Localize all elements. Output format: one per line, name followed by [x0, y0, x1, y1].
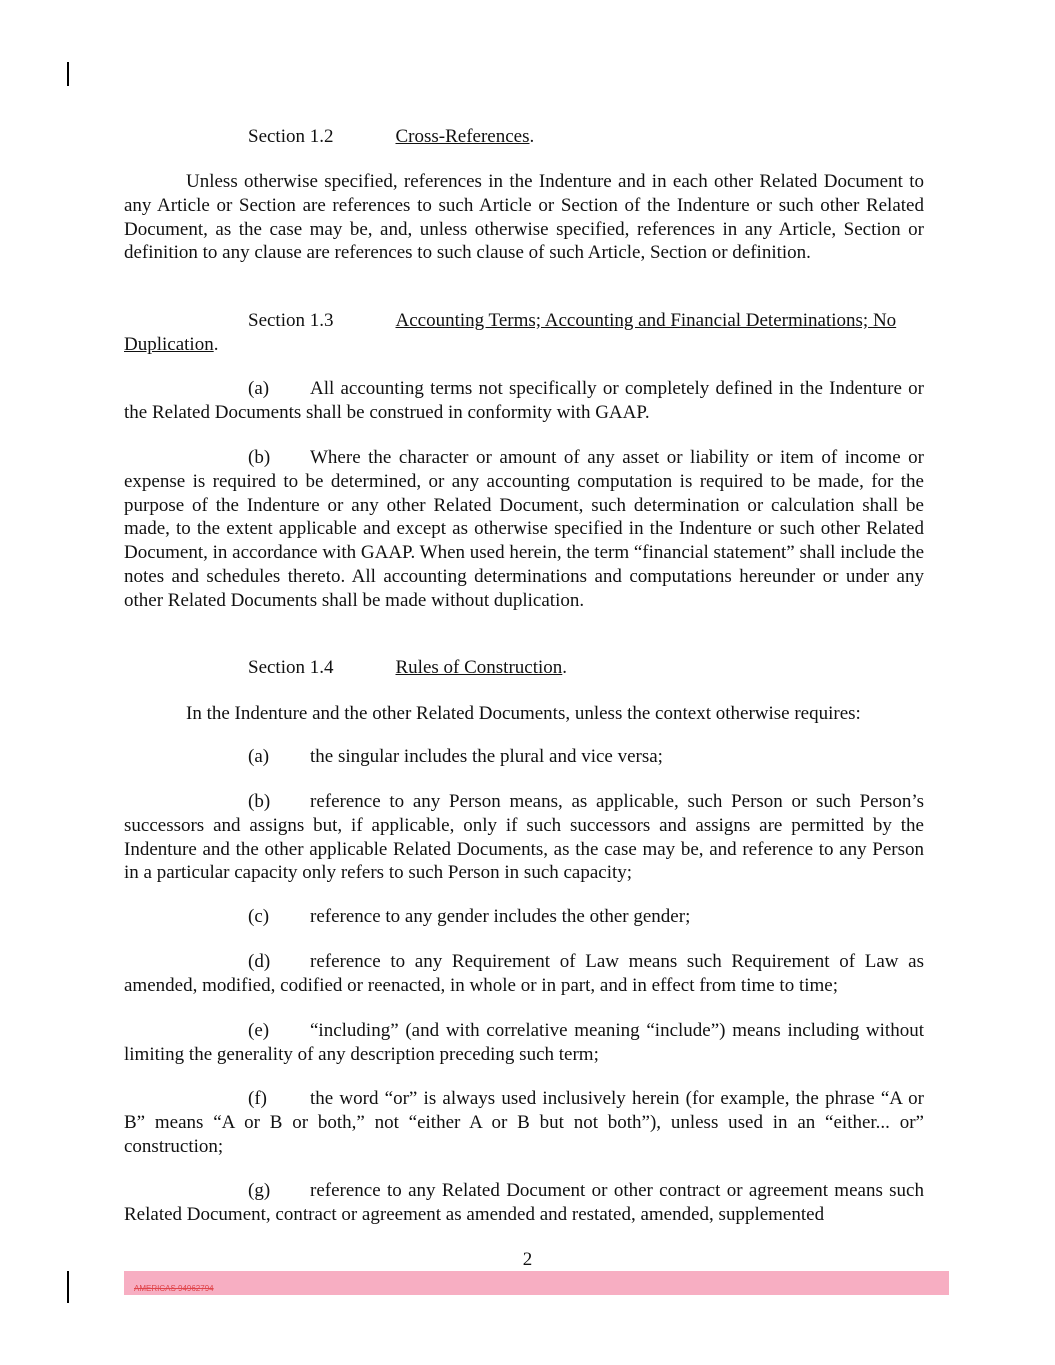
clause-label: (e)	[248, 1020, 270, 1041]
rule-g: (g) reference to any Related Document or other contract or agreement means such Related Document, contract or agreement as amended and restated, amended, supplemented	[124, 1180, 924, 1225]
clause-1-3-a: (a) All accounting terms not specifically or completely defined in the Indenture or the Related Documents shall be construed in conformity with GAAP.	[124, 378, 924, 423]
paragraph-rules-intro: In the Indenture and the other Related Documents, unless the context otherwise requires:	[186, 703, 861, 724]
paragraph-cross-references: Unless otherwise specified, references in the Indenture and in each other Related Document to any Article or Section are references to such Article or Section of the Indenture or such other Related Document, as the case may be, and, unless otherwise specified, references in any Article, Section or definition to any clause are references to such clause of such Article, Section or definition.	[124, 171, 924, 264]
rule-e: (e) “including” (and with correlative meaning “include”) means including without limiting the generality of any description preceding such term;	[124, 1020, 924, 1065]
clause-label: (a)	[248, 746, 270, 767]
clause-label: (f)	[248, 1088, 267, 1109]
clause-label: (b)	[248, 791, 271, 812]
clause-label: (d)	[248, 951, 271, 972]
section-title: Accounting Terms; Accounting and Financial Determinations; No	[395, 310, 897, 331]
change-bar-bottom	[67, 1271, 69, 1303]
clause-label: (a)	[248, 378, 270, 399]
document-id-tag: AMERICAS 94962794	[134, 1284, 214, 1293]
clause-1-3-b: (b) Where the character or amount of any asset or liability or item of income or expense is required to be determined, or any accounting computation is required to be made, for the purpose of the Indenture or any other Related Document, such determination or calculation shall be made, to the extent applicable and except as otherwise specified in the Indenture or such other Related Document, in accordance with GAAP. When used herein, the term “financial statement” shall include the notes and schedules thereto. All accounting determinations and computations hereunder or under any other Related Documents shall be made without duplication.	[124, 447, 925, 611]
section-title: Rules of Construction	[395, 657, 563, 678]
rule-f: (f) the word “or” is always used inclusively herein (for example, the phrase “A or B” means “A or B or both,” not “either A or B but not both”), unless used in an “either... or” construction;	[124, 1088, 924, 1157]
section-1-4-heading: Section 1.4 Rules of Construction.	[248, 657, 568, 678]
rule-d: (d) reference to any Requirement of Law means such Requirement of Law as amended, modified, codified or reenacted, in whole or in part, and in effect from time to time;	[124, 951, 924, 996]
section-1-2-heading: Section 1.2 Cross-References.	[248, 126, 535, 147]
section-number: Section 1.3	[248, 310, 334, 331]
clause-label: (b)	[248, 447, 271, 468]
clause-label: (g)	[248, 1180, 271, 1201]
footer-band	[124, 1271, 949, 1295]
section-number: Section 1.2	[248, 126, 334, 147]
rule-a: (a) the singular includes the plural and vice versa;	[248, 746, 663, 767]
section-number: Section 1.4	[248, 657, 334, 678]
change-bar-top	[67, 62, 69, 86]
clause-label: (c)	[248, 906, 270, 927]
section-title: Cross-References	[395, 126, 530, 147]
page-number: 2	[522, 1249, 533, 1270]
rule-c: (c) reference to any gender includes the other gender;	[248, 906, 691, 927]
section-title-continued: Duplication	[124, 333, 214, 355]
section-1-3-heading: Section 1.3 Accounting Terms; Accounting and Financial Determinations; No Duplication.	[124, 310, 897, 355]
rule-b: (b) reference to any Person means, as applicable, such Person or such Person’s successors and assigns but, if applicable, only if such successors and assigns are permitted by the Indenture and the other applicable Related Documents, as the case may be, and reference to any Person in a particular capacity only refers to such Person in such capacity;	[124, 791, 924, 884]
